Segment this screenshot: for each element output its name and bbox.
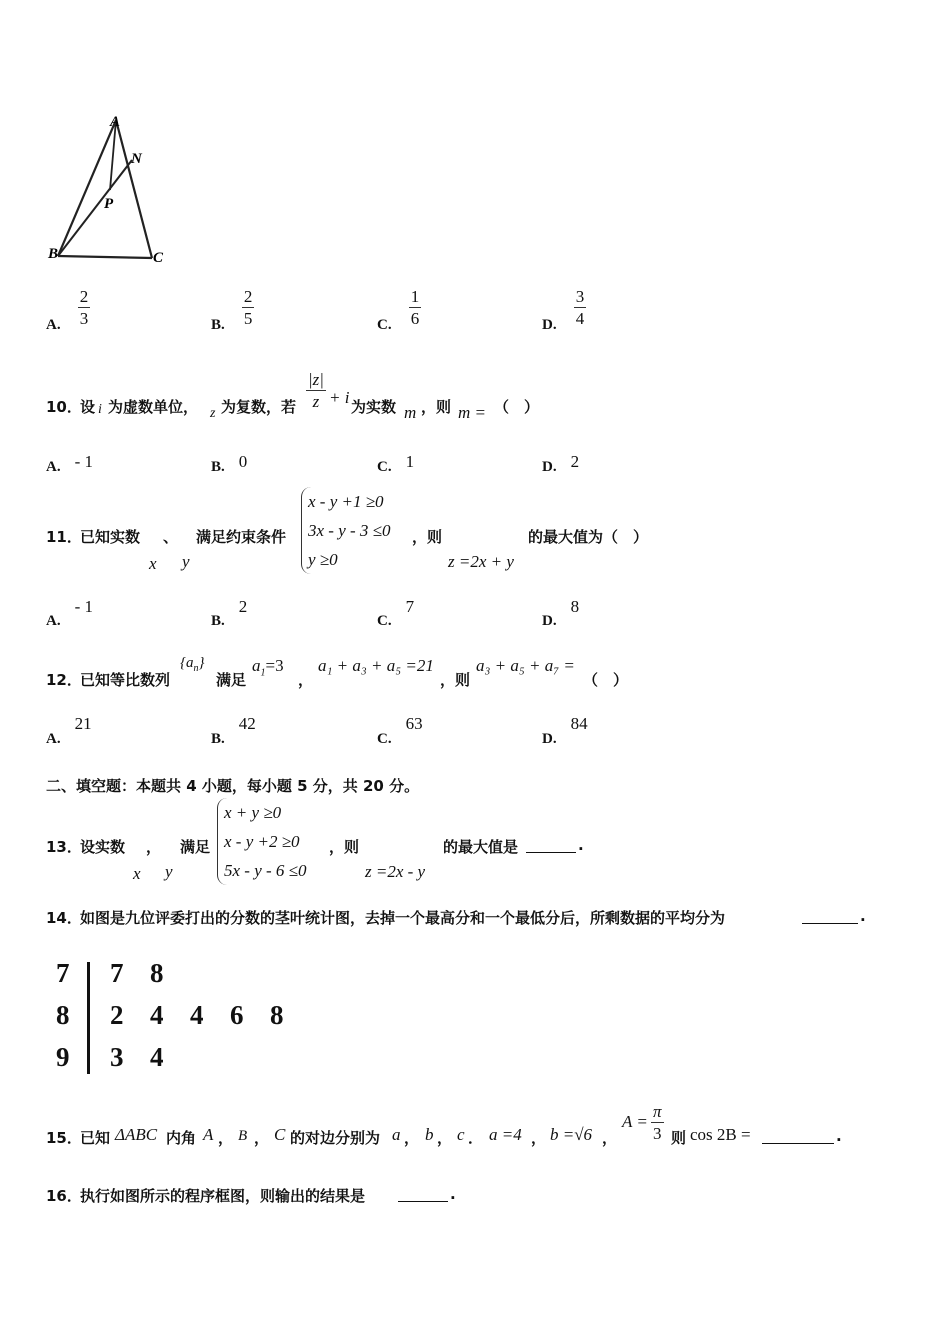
q12-target-expr: a₃ + a₅ + a₇ = — [476, 656, 575, 675]
q16-text: 执行如图所示的程序框图，则输出的结果是 — [80, 1187, 366, 1205]
q15-period: . — [836, 1127, 842, 1145]
option-label: A. — [46, 731, 61, 747]
option-label: A. — [46, 459, 61, 475]
q14-number: 14． — [46, 909, 82, 927]
q13-text: 的最大值是 — [443, 838, 519, 856]
option-value: 1 — [405, 452, 415, 471]
q11-constraint-system — [301, 487, 391, 574]
q11-text: 满足约束条件 — [196, 528, 287, 546]
q11-objective: z =2x + y — [448, 552, 514, 571]
q14-text: 如图是九位评委打出的分数的茎叶统计图，去掉一个最高分和一个最低分后，所剩数据的平均分为 — [80, 909, 726, 927]
q13-constraint-system — [217, 798, 307, 885]
option-label: D. — [542, 459, 557, 475]
q15-answer-blank[interactable] — [762, 1129, 834, 1144]
q12-text: 已知等比数列 — [80, 671, 171, 689]
q12-text: ，则 — [440, 671, 471, 689]
option-label: A. — [46, 613, 61, 629]
q16-period: . — [450, 1185, 456, 1203]
q13-text: ， — [146, 838, 162, 856]
q10-plus-i: + i — [329, 388, 350, 407]
label-b: B — [48, 246, 59, 262]
stem-value: 9 — [56, 1042, 70, 1072]
q15-text: ． — [468, 1129, 484, 1147]
option-value: 7 — [405, 597, 415, 616]
q13-objective: z =2x - y — [365, 862, 426, 881]
q12-sequence: $\{a_n\}$ — [180, 655, 205, 674]
leaf-value: 4 — [190, 1000, 204, 1030]
option-fraction: $\frac{2}{3}$ — [79, 287, 89, 328]
q10-option-d[interactable] — [542, 452, 580, 475]
q10-var-m: m — [404, 403, 417, 422]
q11-option-a[interactable] — [46, 597, 94, 629]
q14-answer-blank[interactable] — [802, 909, 858, 924]
q11-text: 、 — [163, 528, 179, 546]
q15-text: ， — [404, 1129, 420, 1147]
stem-divider — [87, 962, 90, 1074]
option-label: A. — [46, 317, 61, 333]
option-value: 2 — [238, 597, 248, 616]
q15-text: ， — [254, 1129, 270, 1147]
q9-option-d[interactable] — [542, 286, 586, 333]
q10-paren: （ ） — [494, 398, 540, 416]
q12-sum-eq: a₁ + a₃ + a₅ =21 — [318, 656, 434, 675]
q11-var-y: y — [182, 552, 190, 571]
q15-b-value: b =√6 — [550, 1125, 593, 1144]
option-value: 0 — [238, 452, 248, 471]
label-p: P — [104, 196, 114, 212]
q15-var-c-upper: C — [274, 1125, 286, 1144]
q9-option-c[interactable] — [377, 286, 421, 333]
q15-text: 则 — [671, 1129, 687, 1147]
q16-number: 16． — [46, 1187, 82, 1205]
q15-text: 已知 — [80, 1129, 111, 1147]
option-value: 42 — [238, 714, 256, 733]
leaf-value: 6 — [230, 1000, 244, 1030]
q10-number: 10． — [46, 398, 82, 416]
q15-cos-2b: cos 2B = — [690, 1125, 751, 1144]
q15-var-b: b — [425, 1125, 434, 1144]
q10-option-c[interactable] — [377, 452, 415, 475]
constraint-row: 5x - y - 6 ≤0 — [224, 861, 307, 880]
q11-option-b[interactable] — [211, 597, 248, 629]
q10-text: 为实数 — [351, 398, 397, 416]
q12-option-b[interactable] — [211, 714, 256, 747]
q12-text: 满足 — [216, 671, 247, 689]
q16-answer-blank[interactable] — [398, 1187, 448, 1202]
q13-text: 设实数 — [80, 838, 126, 856]
q15-pi-over-3: $\frac{\pi}{3}$ — [653, 1102, 662, 1143]
q13-var-x: x — [133, 864, 141, 883]
q12-paren: （ ） — [583, 671, 629, 689]
option-value: - 1 — [74, 597, 94, 616]
option-label: B. — [211, 731, 225, 747]
option-label: C. — [377, 613, 392, 629]
stem-value: 8 — [56, 1000, 70, 1030]
q12-number: 12． — [46, 671, 82, 689]
leaf-value: 2 — [110, 1000, 124, 1030]
option-value: 2 — [570, 452, 580, 471]
q15-var-a: a — [392, 1125, 401, 1144]
q11-text: ，则 — [412, 528, 443, 546]
q15-a-value: a =4 — [489, 1125, 522, 1144]
edge-ac — [116, 120, 152, 258]
constraint-row: y ≥0 — [308, 550, 338, 569]
option-value: - 1 — [74, 452, 94, 471]
option-fraction: $\frac{2}{5}$ — [243, 287, 253, 328]
q12-a1-eq: $a_1=3$ — [252, 656, 284, 679]
option-label: D. — [542, 317, 557, 333]
option-value: 21 — [74, 714, 92, 733]
q10-var-z: z — [210, 406, 216, 421]
q15-var-b-upper: B — [238, 1128, 248, 1144]
option-value: 84 — [570, 714, 588, 733]
leaf-value: 8 — [270, 1000, 284, 1030]
section-2-heading: 二、填空题：本题共 4 小题，每小题 5 分，共 20 分。 — [46, 777, 420, 795]
q11-text: 已知实数 — [80, 528, 141, 546]
edge-bc — [58, 256, 152, 258]
q14-period: . — [860, 907, 866, 925]
q15-var-c: c — [457, 1125, 465, 1144]
q11-number: 11． — [46, 528, 82, 546]
option-fraction: $\frac{3}{4}$ — [575, 287, 585, 328]
option-label: D. — [542, 731, 557, 747]
q15-text: ， — [437, 1129, 453, 1147]
q13-answer-blank[interactable] — [526, 838, 576, 853]
q10-text: 设 — [80, 398, 96, 416]
label-c: C — [153, 250, 164, 266]
q15-text: ， — [218, 1129, 234, 1147]
option-label: B. — [211, 317, 225, 333]
q12-text: ， — [298, 671, 314, 689]
q13-text: 满足 — [180, 838, 211, 856]
option-label: B. — [211, 613, 225, 629]
q12-option-d[interactable] — [542, 714, 588, 747]
option-label: C. — [377, 317, 392, 333]
stem-value: 7 — [56, 958, 70, 988]
label-n: N — [131, 151, 142, 167]
q15-text: 内角 — [166, 1129, 197, 1147]
q15-var-a-upper: A — [203, 1125, 214, 1144]
q12-option-c[interactable] — [377, 714, 423, 747]
q12-option-a[interactable] — [46, 714, 92, 747]
q11-text: 的最大值为（ ） — [528, 528, 649, 546]
option-label: C. — [377, 459, 392, 475]
q10-text: 为复数，若 — [221, 398, 297, 416]
leaf-value: 4 — [150, 1000, 164, 1030]
q13-text: ，则 — [329, 838, 360, 856]
q15-text: ， — [602, 1129, 618, 1147]
leaf-value: 7 — [110, 958, 124, 988]
leaf-value: 3 — [110, 1042, 124, 1072]
option-label: D. — [542, 613, 557, 629]
q15-number: 15． — [46, 1129, 82, 1147]
q13-number: 13． — [46, 838, 82, 856]
q15-text: ， — [531, 1129, 547, 1147]
q15-triangle: ΔABC — [115, 1125, 158, 1144]
leaf-value: 4 — [150, 1042, 164, 1072]
q10-var-i: i — [98, 402, 102, 417]
option-value: 63 — [405, 714, 423, 733]
q15-angle-a-eq: A = — [622, 1112, 648, 1131]
option-fraction: $\frac{1}{6}$ — [410, 287, 420, 328]
q11-option-c[interactable] — [377, 597, 415, 629]
q10-text: ，则 — [421, 398, 452, 416]
q10-option-b[interactable] — [211, 452, 248, 475]
q10-option-a[interactable] — [46, 452, 94, 475]
constraint-row: 3x - y - 3 ≤0 — [308, 521, 391, 540]
q10-fraction: $\frac{|z|}{z}$ — [308, 370, 324, 411]
q13-var-y: y — [165, 862, 173, 881]
option-label: C. — [377, 731, 392, 747]
q10-text: 为虚数单位， — [108, 398, 199, 416]
q9-option-a[interactable] — [46, 286, 90, 333]
constraint-row: x - y +1 ≥0 — [308, 492, 384, 511]
option-value: 8 — [570, 597, 580, 616]
q13-period: . — [578, 836, 584, 854]
option-label: B. — [211, 459, 225, 475]
q11-option-d[interactable] — [542, 597, 580, 629]
q11-var-x: x — [149, 554, 157, 573]
q15-text: 的对边分别为 — [290, 1129, 381, 1147]
label-a: A — [110, 114, 121, 130]
q9-option-b[interactable] — [211, 286, 254, 333]
triangle-figure — [40, 108, 180, 268]
constraint-row: x - y +2 ≥0 — [224, 832, 300, 851]
edge-ab — [58, 120, 116, 256]
leaf-value: 8 — [150, 958, 164, 988]
q10-m-eq: m = — [458, 403, 486, 422]
constraint-row: x + y ≥0 — [224, 803, 282, 822]
segment-bn — [58, 160, 132, 256]
